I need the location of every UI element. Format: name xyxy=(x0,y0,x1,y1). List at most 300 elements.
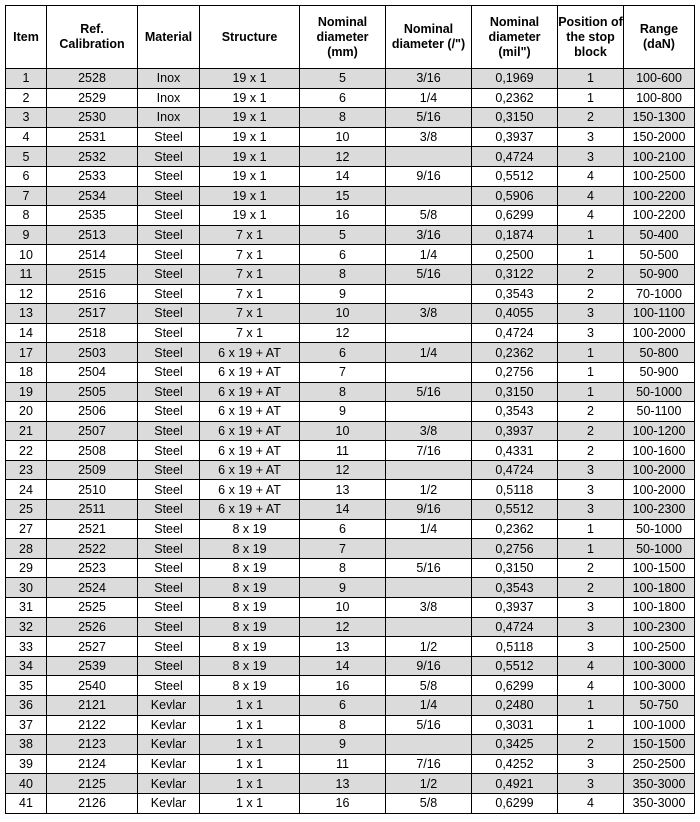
cell-ref-calibration: 2524 xyxy=(47,578,138,598)
cell-diameter-mm: 12 xyxy=(300,617,386,637)
cell-diameter-inch: 7/16 xyxy=(386,441,472,461)
cell-range: 50-1000 xyxy=(624,382,695,402)
cell-diameter-mm: 8 xyxy=(300,264,386,284)
cell-stop-block: 1 xyxy=(558,343,624,363)
cell-diameter-mm: 14 xyxy=(300,656,386,676)
cell-structure: 7 x 1 xyxy=(200,284,300,304)
cell-diameter-mil: 0,3937 xyxy=(472,127,558,147)
cell-item: 36 xyxy=(6,696,47,716)
cell-diameter-mil: 0,3150 xyxy=(472,382,558,402)
cell-item: 35 xyxy=(6,676,47,696)
cell-stop-block: 3 xyxy=(558,127,624,147)
cell-diameter-mm: 8 xyxy=(300,715,386,735)
cell-ref-calibration: 2122 xyxy=(47,715,138,735)
cell-material: Steel xyxy=(138,402,200,422)
table-row xyxy=(6,480,695,500)
cell-structure: 8 x 19 xyxy=(200,578,300,598)
cell-item: 12 xyxy=(6,284,47,304)
cell-range: 100-1800 xyxy=(624,578,695,598)
cell-diameter-inch: 1/2 xyxy=(386,480,472,500)
table-row xyxy=(6,304,695,324)
cell-stop-block: 3 xyxy=(558,500,624,520)
cell-stop-block: 4 xyxy=(558,793,624,813)
cell-stop-block: 2 xyxy=(558,264,624,284)
cell-material: Steel xyxy=(138,539,200,559)
cell-diameter-mm: 10 xyxy=(300,127,386,147)
cell-range: 100-2300 xyxy=(624,500,695,520)
cell-stop-block: 1 xyxy=(558,519,624,539)
cell-structure: 6 x 19 + AT xyxy=(200,460,300,480)
cell-ref-calibration: 2532 xyxy=(47,147,138,167)
cell-diameter-inch: 1/2 xyxy=(386,774,472,794)
cell-range: 350-3000 xyxy=(624,774,695,794)
cell-diameter-inch xyxy=(386,460,472,480)
cell-item: 33 xyxy=(6,637,47,657)
cell-diameter-mil: 0,5118 xyxy=(472,480,558,500)
cell-diameter-mil: 0,3425 xyxy=(472,735,558,755)
cell-diameter-inch: 1/2 xyxy=(386,637,472,657)
cell-diameter-mil: 0,2480 xyxy=(472,696,558,716)
table-row xyxy=(6,264,695,284)
cell-ref-calibration: 2124 xyxy=(47,754,138,774)
cell-structure: 1 x 1 xyxy=(200,774,300,794)
header-nominal-diameter-mil: Nominal diameter (mil") xyxy=(472,6,558,69)
cell-material: Steel xyxy=(138,166,200,186)
table-row xyxy=(6,421,695,441)
cell-diameter-inch: 3/8 xyxy=(386,127,472,147)
table-row xyxy=(6,127,695,147)
cell-diameter-mm: 11 xyxy=(300,441,386,461)
cell-diameter-mil: 0,3937 xyxy=(472,421,558,441)
cell-structure: 8 x 19 xyxy=(200,558,300,578)
cell-range: 150-2000 xyxy=(624,127,695,147)
cell-range: 100-1600 xyxy=(624,441,695,461)
cell-item: 39 xyxy=(6,754,47,774)
cell-ref-calibration: 2539 xyxy=(47,656,138,676)
cell-item: 5 xyxy=(6,147,47,167)
cell-diameter-mm: 8 xyxy=(300,382,386,402)
cell-diameter-mil: 0,3543 xyxy=(472,402,558,422)
cell-material: Steel xyxy=(138,362,200,382)
table-row xyxy=(6,735,695,755)
cell-item: 19 xyxy=(6,382,47,402)
cell-stop-block: 4 xyxy=(558,166,624,186)
cell-material: Inox xyxy=(138,88,200,108)
cell-diameter-inch xyxy=(386,284,472,304)
cell-range: 100-2100 xyxy=(624,147,695,167)
cell-diameter-mil: 0,4252 xyxy=(472,754,558,774)
cell-diameter-mm: 9 xyxy=(300,735,386,755)
cell-diameter-mm: 7 xyxy=(300,362,386,382)
cell-ref-calibration: 2535 xyxy=(47,206,138,226)
cell-structure: 19 x 1 xyxy=(200,186,300,206)
cell-stop-block: 2 xyxy=(558,402,624,422)
cell-item: 6 xyxy=(6,166,47,186)
cell-ref-calibration: 2503 xyxy=(47,343,138,363)
cell-item: 24 xyxy=(6,480,47,500)
cell-diameter-mil: 0,3150 xyxy=(472,558,558,578)
cell-diameter-inch: 5/16 xyxy=(386,108,472,128)
cell-range: 100-1000 xyxy=(624,715,695,735)
cell-ref-calibration: 2534 xyxy=(47,186,138,206)
cell-diameter-inch: 3/8 xyxy=(386,598,472,618)
cell-structure: 8 x 19 xyxy=(200,539,300,559)
cell-item: 10 xyxy=(6,245,47,265)
cell-stop-block: 2 xyxy=(558,108,624,128)
cell-diameter-mm: 9 xyxy=(300,284,386,304)
cell-item: 2 xyxy=(6,88,47,108)
table-row xyxy=(6,696,695,716)
cell-stop-block: 2 xyxy=(558,441,624,461)
cell-structure: 19 x 1 xyxy=(200,127,300,147)
cell-material: Steel xyxy=(138,382,200,402)
cell-diameter-mil: 0,2756 xyxy=(472,362,558,382)
cell-material: Steel xyxy=(138,656,200,676)
cell-range: 50-800 xyxy=(624,343,695,363)
cell-range: 50-1000 xyxy=(624,519,695,539)
cell-diameter-mm: 10 xyxy=(300,421,386,441)
calibration-table-container xyxy=(5,5,695,814)
cell-item: 13 xyxy=(6,304,47,324)
cell-diameter-mm: 16 xyxy=(300,206,386,226)
cell-structure: 6 x 19 + AT xyxy=(200,421,300,441)
table-row xyxy=(6,402,695,422)
cell-structure: 8 x 19 xyxy=(200,598,300,618)
cell-ref-calibration: 2510 xyxy=(47,480,138,500)
table-row xyxy=(6,441,695,461)
cell-ref-calibration: 2517 xyxy=(47,304,138,324)
cell-stop-block: 1 xyxy=(558,362,624,382)
cell-diameter-inch: 7/16 xyxy=(386,754,472,774)
cell-diameter-mil: 0,3031 xyxy=(472,715,558,735)
cell-diameter-mil: 0,4055 xyxy=(472,304,558,324)
cell-stop-block: 3 xyxy=(558,754,624,774)
cell-diameter-mm: 6 xyxy=(300,88,386,108)
cell-ref-calibration: 2527 xyxy=(47,637,138,657)
cell-diameter-inch: 3/16 xyxy=(386,225,472,245)
cell-material: Steel xyxy=(138,284,200,304)
cell-stop-block: 1 xyxy=(558,539,624,559)
cell-range: 50-900 xyxy=(624,264,695,284)
table-row xyxy=(6,598,695,618)
cell-material: Steel xyxy=(138,147,200,167)
cell-stop-block: 2 xyxy=(558,558,624,578)
cell-structure: 19 x 1 xyxy=(200,206,300,226)
cell-range: 50-500 xyxy=(624,245,695,265)
cell-diameter-mil: 0,5512 xyxy=(472,166,558,186)
cell-item: 7 xyxy=(6,186,47,206)
cell-diameter-inch: 5/16 xyxy=(386,382,472,402)
cell-diameter-inch: 5/16 xyxy=(386,264,472,284)
cell-diameter-inch: 1/4 xyxy=(386,245,472,265)
cell-item: 34 xyxy=(6,656,47,676)
cell-diameter-inch: 1/4 xyxy=(386,88,472,108)
cell-material: Inox xyxy=(138,69,200,89)
cell-range: 100-3000 xyxy=(624,656,695,676)
cell-diameter-mil: 0,2362 xyxy=(472,88,558,108)
cell-diameter-mil: 0,4724 xyxy=(472,617,558,637)
cell-structure: 1 x 1 xyxy=(200,754,300,774)
cell-structure: 8 x 19 xyxy=(200,676,300,696)
cell-ref-calibration: 2508 xyxy=(47,441,138,461)
cell-ref-calibration: 2511 xyxy=(47,500,138,520)
table-row xyxy=(6,558,695,578)
cell-diameter-inch: 3/8 xyxy=(386,421,472,441)
cell-range: 100-2000 xyxy=(624,323,695,343)
cell-stop-block: 3 xyxy=(558,147,624,167)
table-row xyxy=(6,206,695,226)
cell-item: 41 xyxy=(6,793,47,813)
cell-stop-block: 3 xyxy=(558,480,624,500)
cell-diameter-inch xyxy=(386,402,472,422)
table-row xyxy=(6,323,695,343)
table-row xyxy=(6,382,695,402)
cell-ref-calibration: 2505 xyxy=(47,382,138,402)
table-row xyxy=(6,108,695,128)
cell-item: 17 xyxy=(6,343,47,363)
cell-stop-block: 4 xyxy=(558,676,624,696)
cell-structure: 6 x 19 + AT xyxy=(200,362,300,382)
table-row xyxy=(6,186,695,206)
table-row xyxy=(6,69,695,89)
cell-diameter-mm: 8 xyxy=(300,108,386,128)
cell-item: 37 xyxy=(6,715,47,735)
header-stop-block-position: Position of the stop block xyxy=(558,6,624,69)
cell-ref-calibration: 2521 xyxy=(47,519,138,539)
cell-ref-calibration: 2509 xyxy=(47,460,138,480)
cell-material: Steel xyxy=(138,441,200,461)
cell-range: 250-2500 xyxy=(624,754,695,774)
cell-item: 22 xyxy=(6,441,47,461)
cell-structure: 1 x 1 xyxy=(200,793,300,813)
cell-diameter-mm: 12 xyxy=(300,323,386,343)
cell-diameter-inch: 5/16 xyxy=(386,558,472,578)
cell-ref-calibration: 2123 xyxy=(47,735,138,755)
cell-structure: 7 x 1 xyxy=(200,264,300,284)
cell-structure: 6 x 19 + AT xyxy=(200,402,300,422)
cell-ref-calibration: 2516 xyxy=(47,284,138,304)
cell-structure: 19 x 1 xyxy=(200,108,300,128)
cell-item: 28 xyxy=(6,539,47,559)
cell-range: 100-3000 xyxy=(624,676,695,696)
cell-range: 350-3000 xyxy=(624,793,695,813)
cell-diameter-inch xyxy=(386,323,472,343)
cell-diameter-mm: 16 xyxy=(300,793,386,813)
cell-diameter-mil: 0,5906 xyxy=(472,186,558,206)
cell-range: 150-1500 xyxy=(624,735,695,755)
cell-material: Steel xyxy=(138,637,200,657)
header-nominal-diameter-mm: Nominal diameter (mm) xyxy=(300,6,386,69)
cell-ref-calibration: 2529 xyxy=(47,88,138,108)
cell-item: 4 xyxy=(6,127,47,147)
cell-range: 100-2500 xyxy=(624,166,695,186)
cell-diameter-mil: 0,1874 xyxy=(472,225,558,245)
table-row xyxy=(6,793,695,813)
table-row xyxy=(6,460,695,480)
cell-diameter-mil: 0,5512 xyxy=(472,656,558,676)
cell-diameter-mm: 7 xyxy=(300,539,386,559)
cell-diameter-mm: 15 xyxy=(300,186,386,206)
cell-diameter-inch xyxy=(386,539,472,559)
cell-ref-calibration: 2515 xyxy=(47,264,138,284)
table-row xyxy=(6,578,695,598)
cell-diameter-inch xyxy=(386,578,472,598)
cell-diameter-mm: 6 xyxy=(300,696,386,716)
header-item: Item xyxy=(6,6,47,69)
cell-diameter-inch: 5/8 xyxy=(386,793,472,813)
cell-material: Steel xyxy=(138,206,200,226)
cell-diameter-inch xyxy=(386,617,472,637)
cell-structure: 19 x 1 xyxy=(200,147,300,167)
cell-material: Steel xyxy=(138,127,200,147)
cell-stop-block: 2 xyxy=(558,421,624,441)
cell-diameter-mil: 0,3543 xyxy=(472,578,558,598)
cell-diameter-mil: 0,4724 xyxy=(472,323,558,343)
cell-diameter-inch xyxy=(386,735,472,755)
cell-stop-block: 1 xyxy=(558,696,624,716)
cell-item: 21 xyxy=(6,421,47,441)
cell-range: 100-2200 xyxy=(624,206,695,226)
cell-stop-block: 3 xyxy=(558,617,624,637)
cell-stop-block: 1 xyxy=(558,69,624,89)
cell-item: 23 xyxy=(6,460,47,480)
cell-stop-block: 4 xyxy=(558,206,624,226)
cell-range: 100-1200 xyxy=(624,421,695,441)
cell-diameter-inch: 1/4 xyxy=(386,343,472,363)
cell-item: 25 xyxy=(6,500,47,520)
cell-range: 100-800 xyxy=(624,88,695,108)
cell-ref-calibration: 2530 xyxy=(47,108,138,128)
cell-material: Inox xyxy=(138,108,200,128)
cell-diameter-mm: 8 xyxy=(300,558,386,578)
cell-structure: 8 x 19 xyxy=(200,656,300,676)
cell-item: 32 xyxy=(6,617,47,637)
cell-ref-calibration: 2518 xyxy=(47,323,138,343)
table-row xyxy=(6,225,695,245)
cell-ref-calibration: 2506 xyxy=(47,402,138,422)
cell-ref-calibration: 2525 xyxy=(47,598,138,618)
cell-structure: 6 x 19 + AT xyxy=(200,480,300,500)
cell-item: 20 xyxy=(6,402,47,422)
cell-diameter-mm: 12 xyxy=(300,460,386,480)
cell-diameter-mil: 0,4724 xyxy=(472,460,558,480)
cell-range: 50-1100 xyxy=(624,402,695,422)
table-row xyxy=(6,147,695,167)
cell-diameter-mil: 0,5512 xyxy=(472,500,558,520)
cell-range: 100-600 xyxy=(624,69,695,89)
cell-diameter-mil: 0,4921 xyxy=(472,774,558,794)
cell-diameter-mil: 0,3150 xyxy=(472,108,558,128)
cell-diameter-mil: 0,3122 xyxy=(472,264,558,284)
cell-range: 100-2500 xyxy=(624,637,695,657)
cell-diameter-mil: 0,1969 xyxy=(472,69,558,89)
cell-stop-block: 1 xyxy=(558,715,624,735)
cell-structure: 7 x 1 xyxy=(200,225,300,245)
cell-material: Steel xyxy=(138,343,200,363)
cell-stop-block: 4 xyxy=(558,186,624,206)
cell-structure: 19 x 1 xyxy=(200,166,300,186)
cell-ref-calibration: 2504 xyxy=(47,362,138,382)
cell-material: Kevlar xyxy=(138,774,200,794)
cell-ref-calibration: 2526 xyxy=(47,617,138,637)
cell-item: 11 xyxy=(6,264,47,284)
table-row xyxy=(6,617,695,637)
cell-stop-block: 1 xyxy=(558,382,624,402)
cell-range: 100-2000 xyxy=(624,480,695,500)
cell-ref-calibration: 2533 xyxy=(47,166,138,186)
header-structure: Structure xyxy=(200,6,300,69)
cell-diameter-mm: 9 xyxy=(300,402,386,422)
cell-ref-calibration: 2531 xyxy=(47,127,138,147)
cell-structure: 7 x 1 xyxy=(200,323,300,343)
cell-diameter-inch: 5/8 xyxy=(386,676,472,696)
cell-diameter-mm: 6 xyxy=(300,519,386,539)
cell-ref-calibration: 2540 xyxy=(47,676,138,696)
cell-item: 40 xyxy=(6,774,47,794)
cell-diameter-inch: 5/8 xyxy=(386,206,472,226)
cell-material: Kevlar xyxy=(138,696,200,716)
table-row xyxy=(6,343,695,363)
cell-structure: 8 x 19 xyxy=(200,617,300,637)
cell-item: 27 xyxy=(6,519,47,539)
cell-ref-calibration: 2513 xyxy=(47,225,138,245)
cell-material: Steel xyxy=(138,304,200,324)
cell-diameter-mil: 0,2362 xyxy=(472,343,558,363)
header-range: Range (daN) xyxy=(624,6,695,69)
cell-stop-block: 1 xyxy=(558,245,624,265)
cell-diameter-mm: 10 xyxy=(300,598,386,618)
cell-structure: 19 x 1 xyxy=(200,88,300,108)
cell-structure: 6 x 19 + AT xyxy=(200,441,300,461)
cell-diameter-mil: 0,5118 xyxy=(472,637,558,657)
cell-diameter-inch: 9/16 xyxy=(386,656,472,676)
cell-material: Kevlar xyxy=(138,715,200,735)
cell-material: Steel xyxy=(138,323,200,343)
cell-diameter-mm: 6 xyxy=(300,245,386,265)
cell-ref-calibration: 2514 xyxy=(47,245,138,265)
cell-diameter-mil: 0,2500 xyxy=(472,245,558,265)
cell-material: Steel xyxy=(138,617,200,637)
cell-material: Steel xyxy=(138,558,200,578)
cell-stop-block: 3 xyxy=(558,323,624,343)
cell-range: 50-1000 xyxy=(624,539,695,559)
cell-diameter-mm: 13 xyxy=(300,774,386,794)
cell-diameter-mm: 14 xyxy=(300,166,386,186)
cell-range: 50-750 xyxy=(624,696,695,716)
cell-material: Steel xyxy=(138,480,200,500)
cell-diameter-inch: 3/8 xyxy=(386,304,472,324)
table-row xyxy=(6,245,695,265)
cell-structure: 1 x 1 xyxy=(200,715,300,735)
table-row xyxy=(6,88,695,108)
cell-stop-block: 3 xyxy=(558,598,624,618)
cell-diameter-mm: 12 xyxy=(300,147,386,167)
cell-diameter-mm: 13 xyxy=(300,480,386,500)
cell-material: Steel xyxy=(138,598,200,618)
cell-ref-calibration: 2528 xyxy=(47,69,138,89)
cell-structure: 7 x 1 xyxy=(200,245,300,265)
cell-stop-block: 3 xyxy=(558,460,624,480)
cell-diameter-mil: 0,3937 xyxy=(472,598,558,618)
table-body xyxy=(6,69,695,814)
cell-item: 14 xyxy=(6,323,47,343)
cell-material: Kevlar xyxy=(138,735,200,755)
cell-diameter-mm: 6 xyxy=(300,343,386,363)
cell-stop-block: 3 xyxy=(558,774,624,794)
header-material: Material xyxy=(138,6,200,69)
cell-diameter-inch: 1/4 xyxy=(386,519,472,539)
header-row xyxy=(6,6,695,69)
